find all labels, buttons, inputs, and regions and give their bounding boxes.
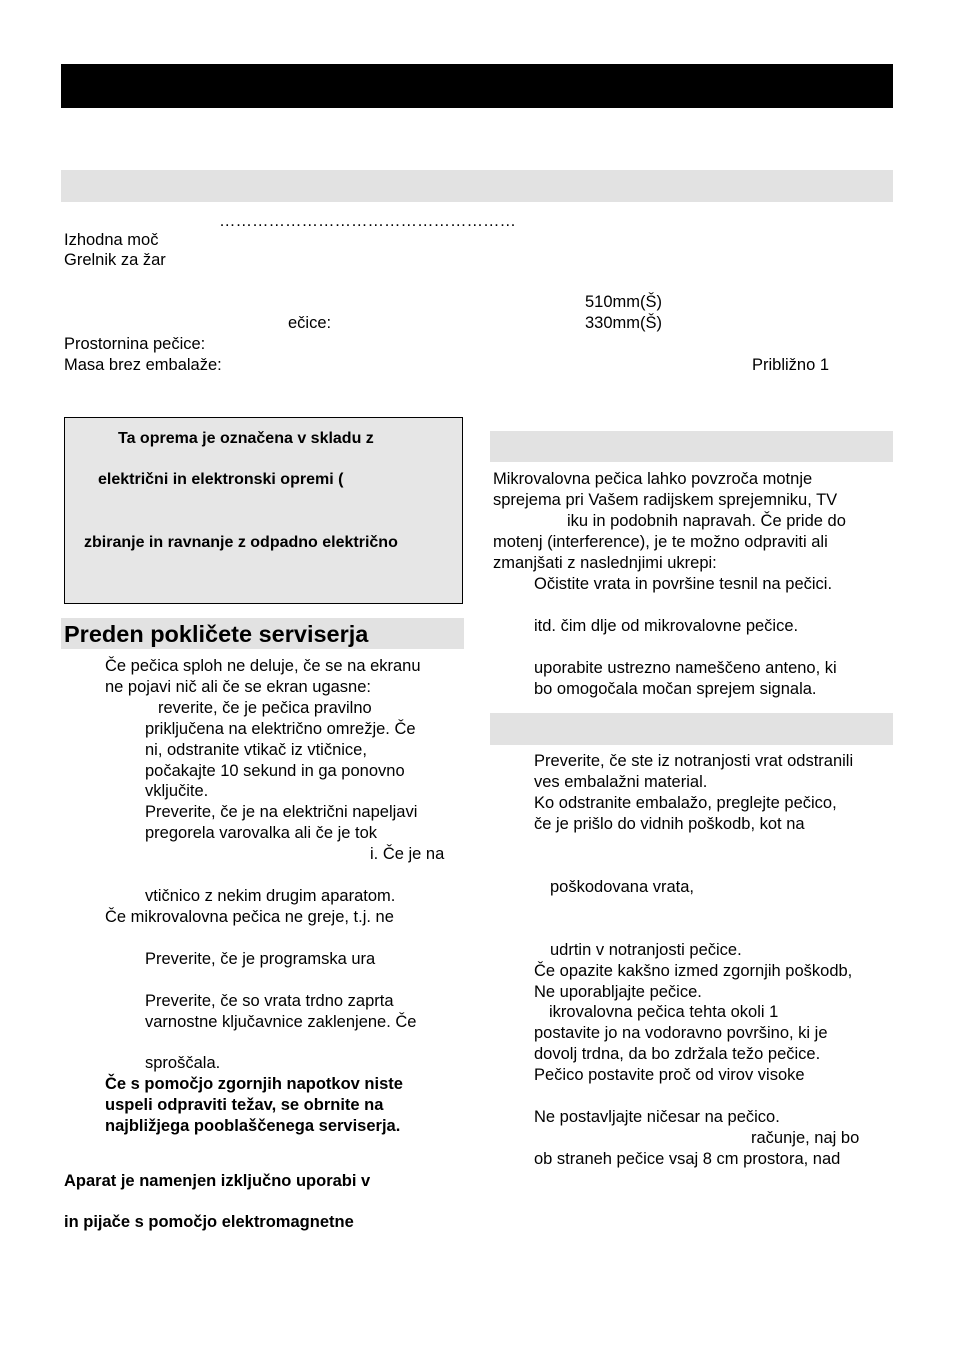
spec-grill-heater: Grelnik za žar [64,251,166,269]
service-text-line: sproščala. [145,1054,221,1072]
installation-text-line: Če opazite kakšno izmed zgornjih poškodb, [534,962,853,980]
spec-cavity-label: ečice: [288,314,332,332]
service-text-line: ne pojavi nič ali če se ekran ugasne: [105,678,371,696]
header-bar [61,64,893,108]
weee-line-2: električni in elektronski opremi ( [98,471,344,488]
specifications-heading-bar [61,170,893,202]
service-text-line: počakajte 10 sekund in ga ponovno [145,762,405,780]
interference-text-line: bo omogočala močan sprejem signala. [534,680,817,698]
installation-text-line: ikrovalovna pečica tehta okoli 1 [549,1003,779,1021]
service-text-line: pregorela varovalka ali če je tok [145,824,378,842]
installation-text-line: računje, naj bo [751,1129,860,1147]
service-bold-line: Če s pomočjo zgornjih napotkov niste [105,1075,403,1093]
interference-text-line: Mikrovalovna pečica lahko povzroča motnje [493,470,813,488]
installation-text-line: ves embalažni material. [534,773,708,791]
service-text-line: Če pečica sploh ne deluje, če se na ekranu [105,657,421,675]
installation-text-line: Ne postavljajte ničesar na pečico. [534,1108,780,1126]
interference-heading-bar [490,431,893,462]
interference-text-line: uporabite ustrezno nameščeno anteno, ki [534,659,837,677]
installation-text-line: Ko odstranite embalažo, preglejte pečico, [534,794,837,812]
service-heading: Preden pokličete serviserja [64,621,369,647]
installation-heading-bar [490,713,893,745]
service-bold-line: uspeli odpraviti težav, se obrnite na [105,1096,384,1114]
service-text-line: Če mikrovalovna pečica ne greje, t.j. ne [105,908,394,926]
installation-text-line: dovolj trdna, da bo zdržala težo pečice. [534,1045,821,1063]
interference-text-line: motenj (interference), je te možno odpraviti ali [493,533,828,551]
spec-mass-value: Približno 1 [752,356,830,374]
service-text-line: vtičnico z nekim drugim aparatom. [145,887,396,905]
service-text-line: ni, odstranite vtikač iz vtičnice, [145,741,367,759]
spec-mass: Masa brez embalaže: [64,356,222,374]
installation-text-line: ob straneh pečice vsaj 8 cm prostora, nad [534,1150,841,1168]
service-text-line: vključite. [145,782,209,800]
spec-outer-dimensions-value: 510mm(Š) [585,293,663,311]
service-text-line: Preverite, če so vrata trdno zaprta [145,992,394,1010]
interference-text-line: itd. čim dlje od mikrovalovne pečice. [534,617,799,635]
spec-volume: Prostornina pečice: [64,335,206,353]
service-text-line: Preverite, če je na električni napeljavi [145,803,418,821]
installation-text-line: postavite jo na vodoravno površino, ki je [534,1024,828,1042]
installation-text-line: če je prišlo do vidnih poškodb, kot na [534,815,805,833]
service-text-line: priključena na električno omrežje. Če [145,720,416,738]
service-text-line: varnostne ključavnice zaklenjene. Če [145,1013,417,1031]
usage-line-2: in pijače s pomočjo elektromagnetne [64,1213,354,1231]
spec-dots: ……………………………………………… [219,212,516,230]
installation-text-line: poškodovana vrata, [550,878,695,896]
installation-text-line: Preverite, če ste iz notranjosti vrat odstranili [534,752,854,770]
service-text-line: i. Če je na [370,845,445,863]
interference-text-line: sprejema pri Vašem radijskem sprejemniku, TV [493,491,838,509]
weee-line-3: zbiranje in ravnanje z odpadno električno [84,534,398,551]
usage-line-1: Aparat je namenjen izključno uporabi v [64,1172,371,1190]
weee-line-1: Ta oprema je označena v skladu z [118,430,374,447]
interference-text-line: Očistite vrata in površine tesnil na pečici. [534,575,833,593]
spec-output-power: Izhodna moč [64,231,159,249]
installation-text-line: udrtin v notranjosti pečice. [550,941,742,959]
service-bold-line: najbližjega pooblaščenega serviserja. [105,1117,401,1135]
service-text-line: Preverite, če je programska ura [145,950,376,968]
installation-text-line: Ne uporabljajte pečice. [534,983,702,1001]
interference-text-line: iku in podobnih napravah. Če pride do [567,512,846,530]
installation-text-line: Pečico postavite proč od virov visoke [534,1066,805,1084]
spec-cavity-value: 330mm(Š) [585,314,663,332]
interference-text-line: zmanjšati z naslednjimi ukrepi: [493,554,717,572]
service-text-line: reverite, če je pečica pravilno [158,699,372,717]
